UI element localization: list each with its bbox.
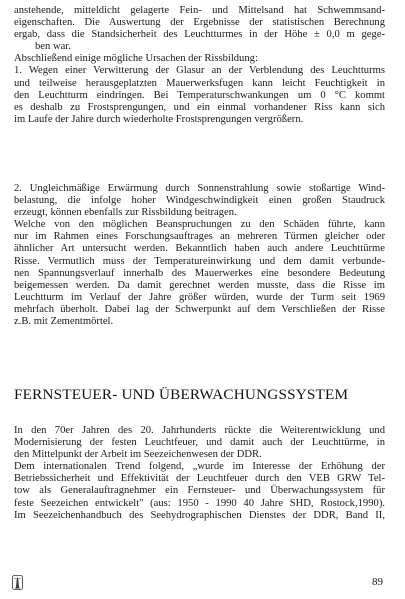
text-line: feste Seezeichen entwickelt" (aus: 1950 - 1990 40 Jahre SHD, Rostock,1990). [14,497,385,509]
text-line: es deshalb zu Frostsprengungen, und ein einmal vorhandener Riss kann sich [14,101,385,113]
text-line: den Leuchtturm eindringen. Bei Temperaturschwankungen um 0 °C kommt [14,89,385,101]
page-number: 89 [372,576,383,588]
section-heading: FERNSTEUER- UND ÜBERWACHUNGSSYSTEM [14,386,349,403]
text-line: In den 70er Jahren des 20. Jahrhunderts rückte die Weiterentwicklung und [14,425,385,436]
lighthouse-icon [12,575,23,590]
text-line: den Mittelpunkt der Arbeit im Seezeichenwesen der DDR. [14,449,262,461]
text-line: z.B. mit Zementmörtel. [14,316,114,328]
text-line: Risse. Vermutlich muss der Temperatureinwirkung und dem damit verbunde- [14,255,385,267]
text-block-rissbildung [14,5,385,126]
text-line: im Laufe der Jahre durch wiederholte Frostsprengungen vergrößern. [14,113,304,125]
text-line: tow als Generalauftragnehmer ein Fernsteuer- und Überwachungssystem für [14,485,385,497]
text-line: erzeugt, können ebenfalls zur Rissbildung beitragen. [14,207,237,219]
text-line: ähnlicher Art untersucht werden. Bekanntlich haben auch andere Leuchttürme [14,243,385,255]
text-line: nur im Rahmen eines Forschungsauftrages an mehreren Türmen gleicher oder [14,231,385,243]
text-line: und teilweise herausgeplatzten Mauerwerksfugen kann leicht Feuchtigkeit in [14,77,385,89]
text-line: Im Seezeichenhandbuch des Seehydrographischen Dienstes der DDR, Band II, [14,509,385,521]
text-line: Betriebssicherheit und Effektivität der Leuchtfeuer durch den VEB GRW Tel- [14,473,385,485]
text-line: belastung, die infolge hoher Windgeschwindigkeit einen großen Staudruck [14,195,385,207]
text-line: 2. Ungleichmäßige Erwärmung durch Sonnenstrahlung sowie stoßartige Wind- [14,183,385,194]
text-line: mehrfach überholt. Dabei lag der Schwerpunkt auf dem Verschließen der Risse [14,303,385,315]
text-line: anstehende, mitteldicht gelagerte Fein- und Mittelsand hat Schwemmsand- [14,5,385,16]
text-line: Abschließend einige mögliche Ursachen der Rissbildung: [14,53,258,65]
text-line: ergab, dass die Standsicherheit des Leuchtturmes in der Höhe ± 0,0 m gege- [14,29,385,41]
text-line: eigenschaften. Die Auswertung der Ergebnisse der statistischen Berechnung [14,17,385,29]
text-line: nen Spannungsverlauf innerhalb des Mauerwerkes eine besondere Bedeutung [14,267,385,279]
text-line: ben war. [35,41,71,53]
text-line: beigemessen werden. Da damit gerechnet werden musste, dass die Risse im [14,279,385,291]
text-line: Welche von den möglichen Beanspruchungen zu den Schäden führte, kann [14,219,385,231]
text-line: Modernisierung der festen Leuchtfeuer, und damit auch der Leuchttürme, in [14,437,385,449]
text-line: Dem internationalen Trend folgend, „wurde im Interesse der Erhöhung der [14,461,385,473]
text-line: Leuchtturm im Verlauf der Jahre größer würden, wurde der Turm seit 1969 [14,291,385,303]
text-block-fernsteuer [14,425,385,522]
text-line: 1. Wegen einer Verwitterung der Glasur an der Verblendung des Leuchtturms [14,65,385,77]
text-block-beanspruchungen [14,183,385,328]
